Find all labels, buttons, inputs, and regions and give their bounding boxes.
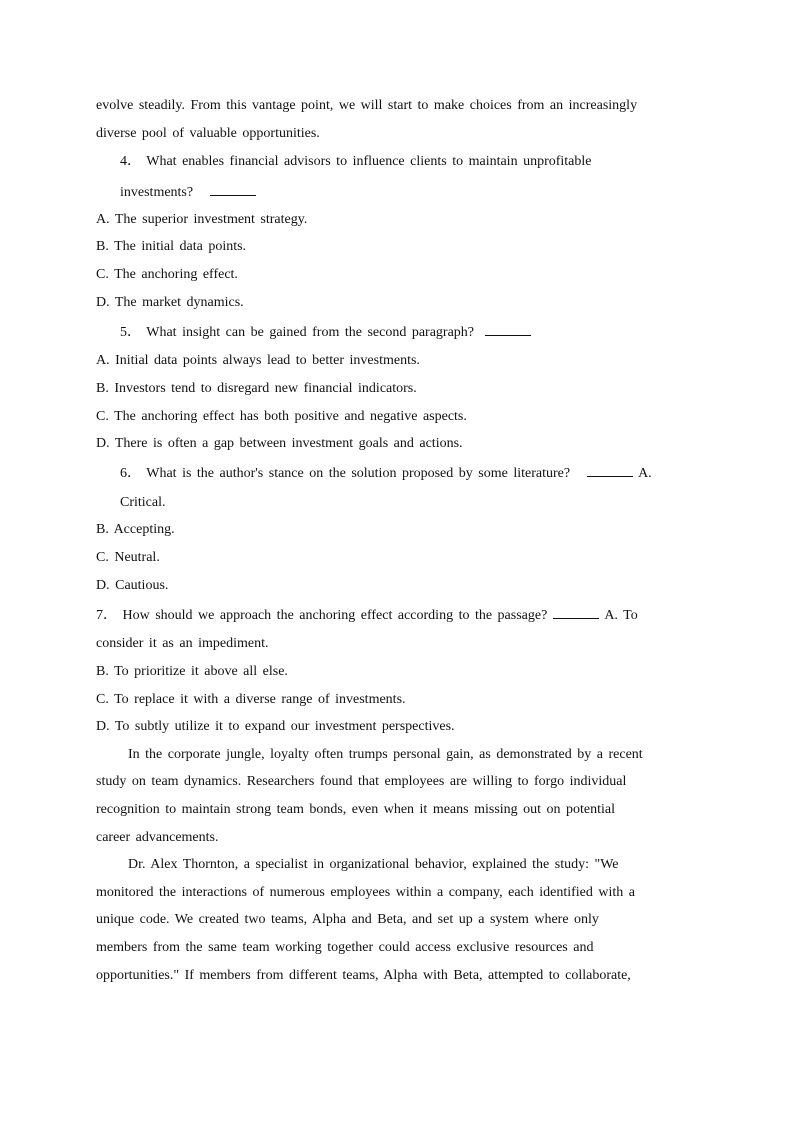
paragraph-line: members from the same team working together could access exclusive resources and [96,940,594,955]
question-4-stem: 4． What enables financial advisors to influence clients to maintain unprofitable [120,154,592,169]
paragraph-line: Dr. Alex Thornton, a specialist in organizational behavior, explained the study: "We [128,857,619,872]
answer-blank [553,606,599,619]
option-c: C. The anchoring effect. [96,267,238,282]
paragraph-line: monitored the interactions of numerous employees within a company, each identified with a [96,885,635,900]
text-line: diverse pool of valuable opportunities. [96,126,320,141]
paragraph-line: recognition to maintain strong team bonds, even when it means missing out on potential [96,802,616,817]
option-b: B. To prioritize it above all else. [96,664,288,679]
option-d: D. There is often a gap between investment goals and actions. [96,436,463,451]
paragraph-line: unique code. We created two teams, Alpha and Beta, and set up a system where only [96,912,599,927]
question-4-stem-continued: investments? [120,183,256,202]
option-c: C. Neutral. [96,550,160,565]
paragraph-line: career advancements. [96,830,219,845]
paragraph-line: In the corporate jungle, loyalty often trumps personal gain, as demonstrated by a recent [128,747,643,762]
option-a: consider it as an impediment. [96,636,269,651]
option-a: A. The superior investment strategy. [96,212,308,227]
option-b: B. The initial data points. [96,239,247,254]
option-c: C. The anchoring effect has both positive and negative aspects. [96,409,467,424]
answer-blank [210,183,256,196]
question-5-stem: 5． What insight can be gained from the second paragraph? [120,323,531,342]
question-6-stem: 6． What is the author's stance on the solution proposed by some literature? A. [120,466,652,481]
option-a: A. Initial data points always lead to better investments. [96,353,420,368]
question-7-stem: 7． How should we approach the anchoring effect according to the passage? A. To [96,608,638,623]
text-line: evolve steadily. From this vantage point, we will start to make choices from an increasingly [96,98,638,113]
option-a: Critical. [120,495,166,510]
option-b: B. Accepting. [96,522,175,537]
option-d: D. Cautious. [96,578,169,593]
answer-blank [485,323,531,336]
paragraph-line: opportunities." If members from different teams, Alpha with Beta, attempted to collaborate, [96,968,631,983]
answer-blank [587,464,633,477]
option-c: C. To replace it with a diverse range of investments. [96,692,406,707]
option-d: D. The market dynamics. [96,295,244,310]
option-b: B. Investors tend to disregard new financial indicators. [96,381,417,396]
option-d: D. To subtly utilize it to expand our investment perspectives. [96,719,455,734]
paragraph-line: study on team dynamics. Researchers found that employees are willing to forgo individual [96,774,627,789]
